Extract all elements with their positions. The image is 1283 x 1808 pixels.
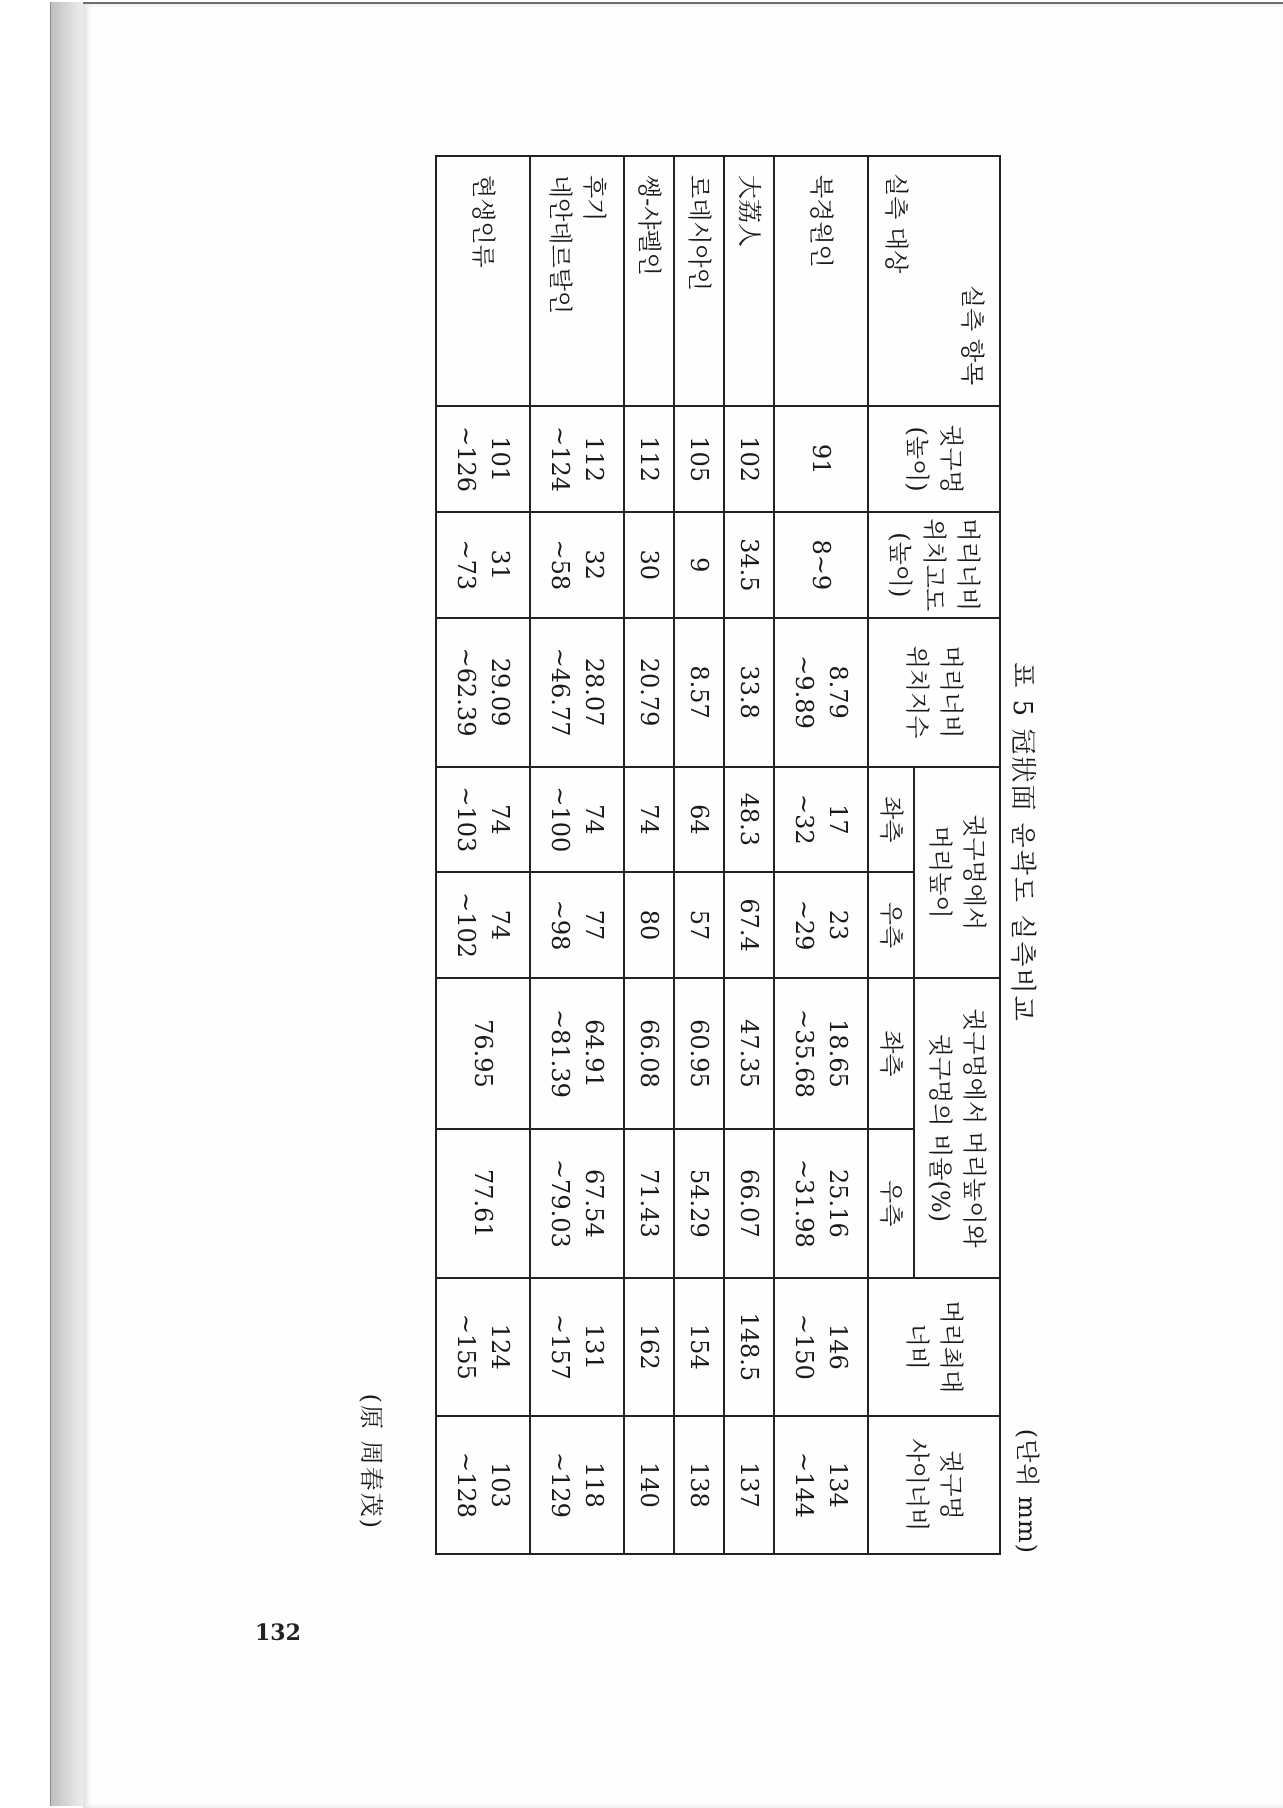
- cell-line: 74: [486, 909, 514, 941]
- ear-head-height-left-cell: [624, 767, 674, 873]
- table-body: [436, 156, 868, 1554]
- header-max-head-width: [868, 1278, 1000, 1416]
- cell-line: 74: [580, 804, 608, 835]
- subheader-left: 좌측: [868, 978, 914, 1129]
- header-line: 귓구멍에서 머리높이와: [960, 1008, 989, 1248]
- cell-line: 34.5: [735, 538, 763, 592]
- ear-head-height-right-cell: [774, 872, 868, 978]
- inter-ear-width-cell: [774, 1416, 868, 1554]
- header-head-width-height: [868, 512, 1000, 618]
- cell-line: 25.16: [824, 1169, 852, 1238]
- source-note: (原 周春茂): [357, 1393, 385, 1530]
- cell-line: 64: [685, 804, 713, 835]
- page-number: 132: [255, 1620, 301, 1646]
- subheader-left: 좌측: [868, 767, 914, 873]
- subject-cell: [530, 156, 624, 406]
- cell-line-continued: ~31.98: [790, 1158, 818, 1248]
- inter-ear-width-cell: [436, 1416, 530, 1554]
- cell-line-continued: ~155: [452, 1313, 480, 1380]
- ear-head-height-left-cell: [436, 767, 530, 873]
- cell-line: 18.65: [824, 1019, 852, 1088]
- header-line: 귓구멍: [937, 1450, 965, 1520]
- cell-line: 29.09: [486, 657, 514, 727]
- subject-cell: [436, 156, 530, 406]
- cell-line: 54.29: [685, 1169, 713, 1238]
- ear-height-cell: [724, 406, 774, 512]
- cell-line: 67.4: [735, 898, 763, 952]
- cell-line: 57: [685, 909, 713, 941]
- cell-line: 20.79: [635, 657, 663, 727]
- cell-line: 28.07: [580, 657, 608, 727]
- header-line: 머리너비: [937, 645, 965, 739]
- rotated-table-block: [347, 125, 1047, 1560]
- unit-label: (단위 mm): [1013, 1428, 1041, 1554]
- cell-line: 148.5: [735, 1312, 763, 1382]
- measurement-table: [435, 155, 1001, 1555]
- cell-line-continued: ~98: [546, 899, 574, 951]
- cell-line: 8.57: [685, 665, 713, 719]
- cell-line-continued: ~128: [452, 1451, 480, 1518]
- cell-line-continued: 네안데르탈인: [546, 175, 574, 315]
- cell-line: 8~9: [807, 539, 835, 591]
- head-width-index-cell: [624, 618, 674, 767]
- cell-line: 140: [635, 1462, 663, 1508]
- cell-line: 북경원인: [807, 175, 835, 268]
- cell-line-continued: ~79.03: [546, 1158, 574, 1248]
- header-line: 위치고도: [920, 518, 948, 612]
- cell-line-continued: ~100: [546, 786, 574, 853]
- cell-line: 77: [580, 909, 608, 941]
- cell-line: 146: [824, 1323, 852, 1370]
- ratio-left-cell: [774, 978, 868, 1129]
- cell-line: 154: [685, 1323, 713, 1370]
- head-width-height-cell: [674, 512, 724, 618]
- ratio-right-cell: [624, 1129, 674, 1278]
- cell-line-continued: ~29: [790, 899, 818, 951]
- table-row: [674, 156, 724, 1554]
- header-line: 귓구멍의 비율(%): [926, 1033, 955, 1222]
- header-ear-head-height: [914, 767, 1000, 978]
- head-width-index-cell: [674, 618, 724, 767]
- header-line: 귓구멍에서: [960, 814, 989, 931]
- cell-line: 30: [635, 549, 663, 581]
- cell-line: 74: [486, 804, 514, 835]
- cell-line: 80: [635, 909, 663, 941]
- cell-line-continued: ~73: [452, 539, 480, 591]
- cell-line: 大荔人: [735, 175, 763, 247]
- cell-line: 로데시아인: [685, 175, 713, 291]
- max-head-width-cell: [624, 1278, 674, 1416]
- head-width-height-cell: [724, 512, 774, 618]
- ear-head-height-right-cell: [436, 872, 530, 978]
- head-width-index-cell: [724, 618, 774, 767]
- cell-line: 101: [486, 436, 514, 482]
- ratio-left-cell: [530, 978, 624, 1129]
- cell-line-continued: ~126: [452, 426, 480, 493]
- cell-line: 134: [824, 1462, 852, 1508]
- subheader-right: 우측: [868, 1129, 914, 1278]
- cell-line-continued: ~62.39: [452, 647, 480, 737]
- ear-height-cell: [624, 406, 674, 512]
- ratio-left-cell: [724, 978, 774, 1129]
- table-title: 표 5 冠狀面 윤곽도 실측비교: [1007, 662, 1037, 1023]
- page-edge: [50, 2, 84, 1806]
- cell-line-continued: ~144: [790, 1451, 818, 1518]
- cell-line: 137: [735, 1462, 763, 1508]
- cell-line: 33.8: [735, 665, 763, 719]
- inter-ear-width-cell: [624, 1416, 674, 1554]
- cell-line: 후기: [580, 175, 608, 222]
- ratio-right-cell: [724, 1129, 774, 1278]
- cell-line: 162: [635, 1323, 663, 1370]
- ear-head-height-left-cell: [774, 767, 868, 873]
- header-line: 머리너비: [954, 518, 982, 612]
- cell-line: 현생인류: [469, 175, 497, 268]
- header-ear-height: 귓구멍 (높이): [868, 406, 1000, 512]
- ratio-left-cell: [436, 978, 530, 1129]
- header-line: 머리최대: [937, 1300, 965, 1394]
- header-head-width-index: [868, 618, 1000, 767]
- header-line: 위치지수: [903, 645, 931, 739]
- cell-line: 103: [486, 1462, 514, 1508]
- header-inter-ear-width: [868, 1416, 1000, 1554]
- cell-line: 124: [486, 1323, 514, 1370]
- ratio-right-cell: [436, 1129, 530, 1278]
- cell-line-continued: ~81.39: [546, 1009, 574, 1098]
- cell-line-continued: ~46.77: [546, 647, 574, 737]
- cell-line: 105: [685, 436, 713, 482]
- ear-head-height-left-cell: [674, 767, 724, 873]
- cell-line: 쌩-샤펠인: [635, 175, 663, 276]
- cell-line: 91: [807, 443, 835, 475]
- cell-line: 67.54: [580, 1169, 608, 1238]
- table-row: [624, 156, 674, 1554]
- cell-line: 64.91: [580, 1019, 608, 1088]
- cell-line-continued: ~32: [790, 794, 818, 845]
- cell-line-continued: ~102: [452, 892, 480, 959]
- ear-height-cell: [674, 406, 724, 512]
- inter-ear-width-cell: [530, 1416, 624, 1554]
- header-line: 사이너비: [903, 1438, 931, 1532]
- cell-line-continued: ~157: [546, 1313, 574, 1380]
- table-row: [436, 156, 530, 1554]
- head-width-height-cell: [530, 512, 624, 618]
- max-head-width-cell: [774, 1278, 868, 1416]
- ear-head-height-right-cell: [674, 872, 724, 978]
- subject-cell: [774, 156, 868, 406]
- ear-head-height-left-cell: [530, 767, 624, 873]
- cell-line: 66.08: [635, 1019, 663, 1088]
- cell-line-continued: ~35.68: [790, 1009, 818, 1098]
- cell-line: 66.07: [735, 1169, 763, 1238]
- ratio-left-cell: [674, 978, 724, 1129]
- head-width-index-cell: [774, 618, 868, 767]
- cell-line: 112: [635, 436, 663, 482]
- head-width-index-cell: [530, 618, 624, 767]
- cell-line: 71.43: [635, 1169, 663, 1238]
- cell-line: 138: [685, 1462, 713, 1508]
- max-head-width-cell: [436, 1278, 530, 1416]
- cell-line: 9: [685, 557, 713, 573]
- cell-line: 102: [735, 436, 763, 482]
- subject-cell: [724, 156, 774, 406]
- subject-cell: [624, 156, 674, 406]
- table-row: [530, 156, 624, 1554]
- max-head-width-cell: [530, 1278, 624, 1416]
- cell-line: 31: [486, 549, 514, 581]
- ear-height-cell: [436, 406, 530, 512]
- cell-line-continued: ~9.89: [790, 655, 818, 729]
- corner-header-bottom: 실측 대상: [882, 173, 910, 274]
- head-width-height-cell: [774, 512, 868, 618]
- cell-line: 23: [824, 909, 852, 941]
- header-line: 머리높이: [926, 825, 955, 919]
- max-head-width-cell: [724, 1278, 774, 1416]
- corner-header-top: 실측 항목: [958, 284, 986, 386]
- cell-line: 76.95: [469, 1019, 497, 1088]
- ear-head-height-right-cell: [724, 872, 774, 978]
- cell-line: 60.95: [685, 1019, 713, 1088]
- cell-line: 131: [580, 1323, 608, 1370]
- ear-head-height-right-cell: [530, 872, 624, 978]
- header-row: [914, 156, 1000, 1554]
- inter-ear-width-cell: [674, 1416, 724, 1554]
- cell-line-continued: ~124: [546, 426, 574, 493]
- ear-head-height-left-cell: [724, 767, 774, 873]
- cell-line: 47.35: [735, 1019, 763, 1088]
- ear-height-cell: [774, 406, 868, 512]
- cell-line: 8.79: [824, 665, 852, 719]
- ratio-right-cell: [530, 1129, 624, 1278]
- corner-header-cell: [868, 156, 1000, 406]
- subject-cell: [674, 156, 724, 406]
- cell-line-continued: ~150: [790, 1313, 818, 1380]
- cell-line: 118: [580, 1462, 608, 1508]
- cell-line: 77.61: [469, 1169, 497, 1238]
- ear-height-cell: [530, 406, 624, 512]
- header-line: 너비: [903, 1323, 931, 1370]
- header-line: (높이): [886, 532, 914, 598]
- table-row: [774, 156, 868, 1554]
- cell-line-continued: ~129: [546, 1451, 574, 1518]
- cell-line: 17: [824, 804, 852, 835]
- subheader-right: 우측: [868, 872, 914, 978]
- max-head-width-cell: [674, 1278, 724, 1416]
- cell-line-continued: ~103: [452, 786, 480, 853]
- cell-line: 74: [635, 804, 663, 835]
- head-width-height-cell: [436, 512, 530, 618]
- ratio-right-cell: [774, 1129, 868, 1278]
- cell-line: 112: [580, 436, 608, 482]
- cell-line: 32: [580, 549, 608, 581]
- cell-line: 48.3: [735, 792, 763, 847]
- head-width-height-cell: [624, 512, 674, 618]
- head-width-index-cell: [436, 618, 530, 767]
- header-ratio: [914, 978, 1000, 1278]
- ratio-left-cell: [624, 978, 674, 1129]
- cell-line-continued: ~58: [546, 539, 574, 591]
- inter-ear-width-cell: [724, 1416, 774, 1554]
- ratio-right-cell: [674, 1129, 724, 1278]
- ear-head-height-right-cell: [624, 872, 674, 978]
- table-row: [724, 156, 774, 1554]
